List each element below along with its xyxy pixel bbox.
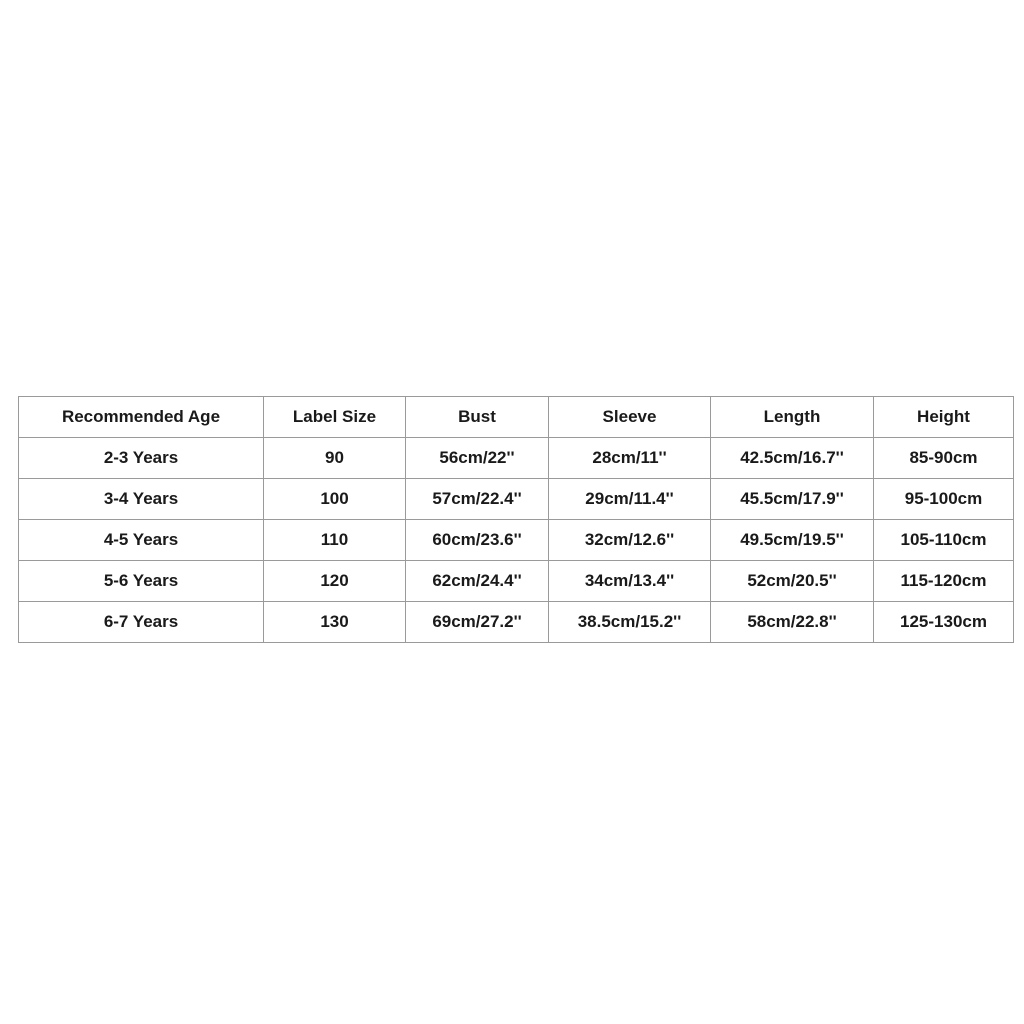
cell-height: 125-130cm	[874, 602, 1014, 643]
size-chart-table	[18, 396, 1014, 643]
header-height: Height	[874, 397, 1014, 438]
cell-height: 85-90cm	[874, 438, 1014, 479]
cell-label-size: 90	[264, 438, 406, 479]
cell-length: 42.5cm/16.7''	[711, 438, 874, 479]
cell-age: 2-3 Years	[19, 438, 264, 479]
table-row	[19, 602, 1014, 643]
table-row	[19, 438, 1014, 479]
cell-sleeve: 28cm/11''	[549, 438, 711, 479]
cell-label-size: 110	[264, 520, 406, 561]
cell-bust: 60cm/23.6''	[406, 520, 549, 561]
cell-height: 105-110cm	[874, 520, 1014, 561]
cell-length: 52cm/20.5''	[711, 561, 874, 602]
cell-age: 5-6 Years	[19, 561, 264, 602]
header-length: Length	[711, 397, 874, 438]
cell-length: 49.5cm/19.5''	[711, 520, 874, 561]
cell-sleeve: 34cm/13.4''	[549, 561, 711, 602]
cell-label-size: 100	[264, 479, 406, 520]
cell-bust: 62cm/24.4''	[406, 561, 549, 602]
cell-length: 58cm/22.8''	[711, 602, 874, 643]
cell-height: 115-120cm	[874, 561, 1014, 602]
header-recommended-age: Recommended Age	[19, 397, 264, 438]
cell-sleeve: 38.5cm/15.2''	[549, 602, 711, 643]
cell-age: 6-7 Years	[19, 602, 264, 643]
cell-label-size: 120	[264, 561, 406, 602]
cell-age: 4-5 Years	[19, 520, 264, 561]
cell-age: 3-4 Years	[19, 479, 264, 520]
cell-label-size: 130	[264, 602, 406, 643]
header-bust: Bust	[406, 397, 549, 438]
cell-sleeve: 32cm/12.6''	[549, 520, 711, 561]
table-row	[19, 479, 1014, 520]
cell-length: 45.5cm/17.9''	[711, 479, 874, 520]
header-row	[19, 397, 1014, 438]
header-label-size: Label Size	[264, 397, 406, 438]
cell-bust: 57cm/22.4''	[406, 479, 549, 520]
table-row	[19, 561, 1014, 602]
cell-bust: 69cm/27.2''	[406, 602, 549, 643]
table-row	[19, 520, 1014, 561]
cell-bust: 56cm/22''	[406, 438, 549, 479]
cell-height: 95-100cm	[874, 479, 1014, 520]
cell-sleeve: 29cm/11.4''	[549, 479, 711, 520]
header-sleeve: Sleeve	[549, 397, 711, 438]
